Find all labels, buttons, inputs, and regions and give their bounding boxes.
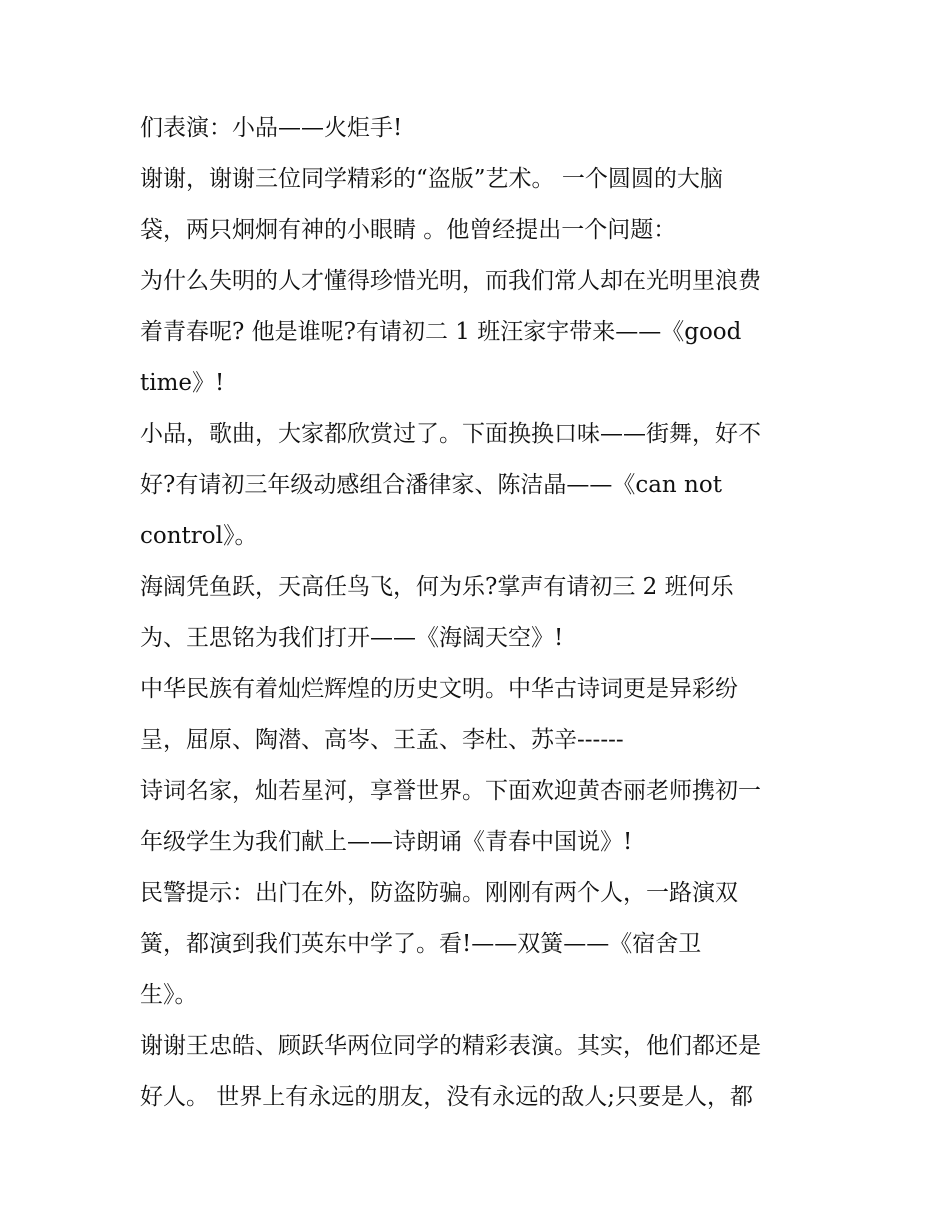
text-line: 民警提示：出门在外，防盗防骗。刚刚有两个人，一路演双 — [140, 880, 738, 906]
text-line: 为什么失明的人才懂得珍惜光明，而我们常人却在光明里浪费 — [140, 268, 761, 294]
text-line: control》。 — [140, 523, 258, 549]
text-line: 年级学生为我们献上——诗朗诵《青春中国说》! — [140, 829, 633, 855]
text-line: 谢谢，谢谢三位同学精彩的“盗版”艺术。 一个圆圆的大脑 — [140, 166, 723, 192]
text-line: 好人。 世界上有永远的朋友，没有永远的敌人;只要是人，都 — [140, 1084, 754, 1110]
text-line: time》! — [140, 370, 225, 396]
text-line: 好?有请初三年级动感组合潘律家、陈洁晶——《can not — [140, 472, 722, 498]
text-line: 袋，两只炯炯有神的小眼睛 。他曾经提出一个问题： — [140, 217, 677, 243]
document-body — [140, 103, 830, 1123]
text-line: 为、王思铭为我们打开——《海阔天空》! — [140, 625, 564, 651]
text-line: 生》。 — [140, 982, 198, 1008]
text-line: 海阔凭鱼跃，天高任鸟飞，何为乐?掌声有请初三 2 班何乐 — [140, 574, 734, 600]
text-line: 着青春呢? 他是谁呢?有请初二 1 班汪家宇带来——《good — [140, 319, 742, 345]
text-line: 诗词名家，灿若星河，享誉世界。下面欢迎黄杏丽老师携初一 — [140, 778, 761, 804]
text-line: 呈，屈原、陶潜、高岑、王孟、李杜、苏辛------ — [140, 727, 624, 753]
text-line: 簧，都演到我们英东中学了。看!——双簧——《宿舍卫 — [140, 931, 702, 957]
text-line: 们表演：小品——火炬手! — [140, 115, 403, 141]
text-line: 谢谢王忠皓、顾跃华两位同学的精彩表演。其实，他们都还是 — [140, 1033, 761, 1059]
text-line: 小品，歌曲，大家都欣赏过了。下面换换口味——街舞，好不 — [140, 421, 761, 447]
text-line: 中华民族有着灿烂辉煌的历史文明。中华古诗词更是异彩纷 — [140, 676, 738, 702]
